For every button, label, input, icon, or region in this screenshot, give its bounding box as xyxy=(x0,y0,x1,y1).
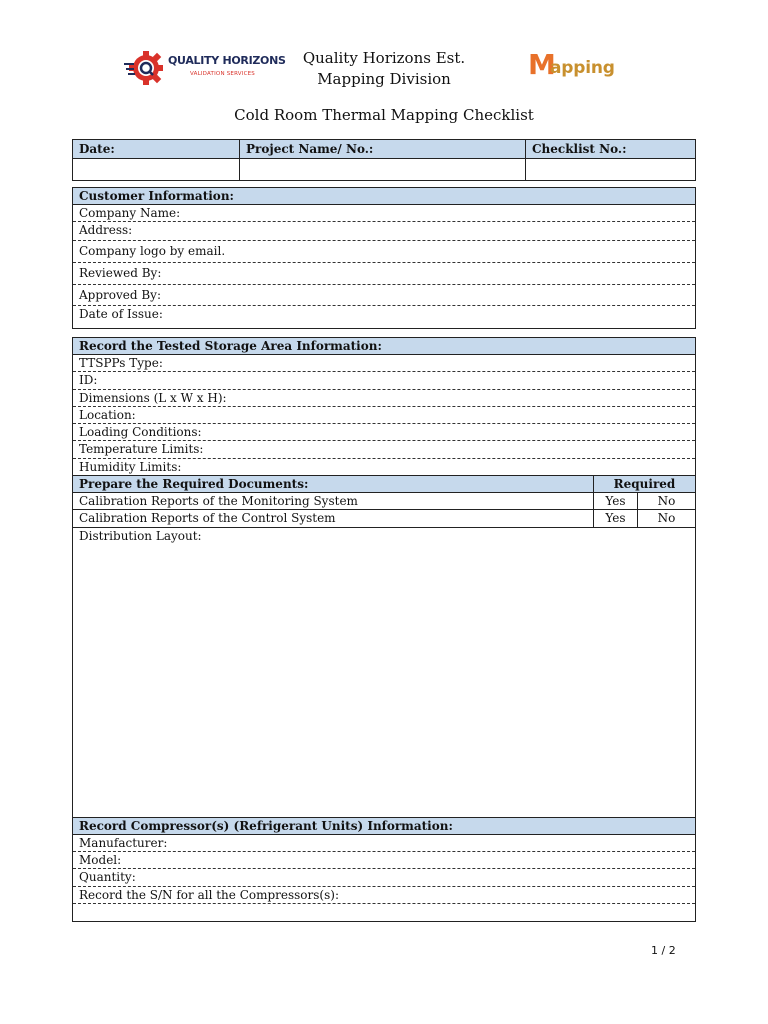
org-name: Quality Horizons Est. xyxy=(302,49,466,67)
date-field[interactable] xyxy=(73,159,240,181)
location-row[interactable]: Location: xyxy=(73,407,695,424)
loading-conditions-row[interactable]: Loading Conditions: xyxy=(73,424,695,441)
mapping-logo-m: M xyxy=(528,48,556,81)
yes-option[interactable]: Yes xyxy=(593,493,637,509)
project-info-table xyxy=(72,139,696,181)
manufacturer-row[interactable]: Manufacturer: xyxy=(73,835,695,852)
logo-brand-subtext: VALIDATION SERVICES xyxy=(190,71,255,77)
customer-section-header: Customer Information: xyxy=(73,188,695,205)
serial-numbers-row[interactable]: Record the S/N for all the Compressors(s): xyxy=(73,887,695,904)
page-number: 1 / 2 xyxy=(651,944,676,957)
yes-option[interactable]: Yes xyxy=(593,510,637,526)
no-option[interactable]: No xyxy=(637,510,695,526)
division-name: Mapping Division xyxy=(317,70,451,88)
humidity-limits-row[interactable]: Humidity Limits: xyxy=(73,459,695,476)
date-of-issue-row[interactable]: Date of Issue: xyxy=(79,307,163,321)
checklist-number-field[interactable] xyxy=(526,159,695,181)
id-row[interactable]: ID: xyxy=(73,372,695,389)
document-title: Cold Room Thermal Mapping Checklist xyxy=(234,106,534,124)
logo-brand-text: QUALITY HORIZONS xyxy=(168,54,286,67)
storage-section-header: Record the Tested Storage Area Information: xyxy=(73,338,695,355)
quantity-row[interactable]: Quantity: xyxy=(73,869,695,886)
gear-icon xyxy=(124,50,164,86)
documents-header-label: Prepare the Required Documents: xyxy=(79,477,309,492)
ttspps-type-row[interactable]: TTSPPs Type: xyxy=(73,355,695,372)
model-row[interactable]: Model: xyxy=(73,852,695,869)
required-label: Required xyxy=(593,476,695,492)
company-logo-row[interactable]: Company logo by email. xyxy=(73,241,695,263)
dimensions-row[interactable]: Dimensions (L x W x H): xyxy=(73,390,695,407)
page-header xyxy=(0,44,768,94)
customer-information-section xyxy=(72,187,696,329)
document-label: Calibration Reports of the Control System xyxy=(79,511,336,526)
serial-numbers-entry-row[interactable] xyxy=(73,904,695,921)
document-label: Calibration Reports of the Monitoring System xyxy=(79,494,358,509)
temperature-limits-row[interactable]: Temperature Limits: xyxy=(73,441,695,458)
no-option[interactable]: No xyxy=(637,493,695,509)
mapping-logo xyxy=(526,48,615,82)
distribution-layout-label: Distribution Layout: xyxy=(79,528,202,543)
document-row xyxy=(73,510,695,527)
documents-header xyxy=(73,476,695,493)
checklist-number-label: Checklist No.: xyxy=(532,142,627,156)
organization-title xyxy=(250,48,518,90)
storage-area-section xyxy=(72,337,696,922)
compressor-section-header: Record Compressor(s) (Refrigerant Units) Information: xyxy=(73,818,695,835)
mapping-logo-text: apping xyxy=(550,58,615,78)
approved-by-row[interactable]: Approved By: xyxy=(73,285,695,306)
company-name-row[interactable]: Company Name: xyxy=(73,205,695,222)
distribution-layout-area[interactable] xyxy=(73,528,695,818)
date-label: Date: xyxy=(73,140,240,158)
project-label: Project Name/ No.: xyxy=(240,140,526,158)
document-row xyxy=(73,493,695,510)
address-row[interactable]: Address: xyxy=(73,222,695,241)
reviewed-by-row[interactable]: Reviewed By: xyxy=(73,263,695,285)
project-field[interactable] xyxy=(240,159,526,181)
